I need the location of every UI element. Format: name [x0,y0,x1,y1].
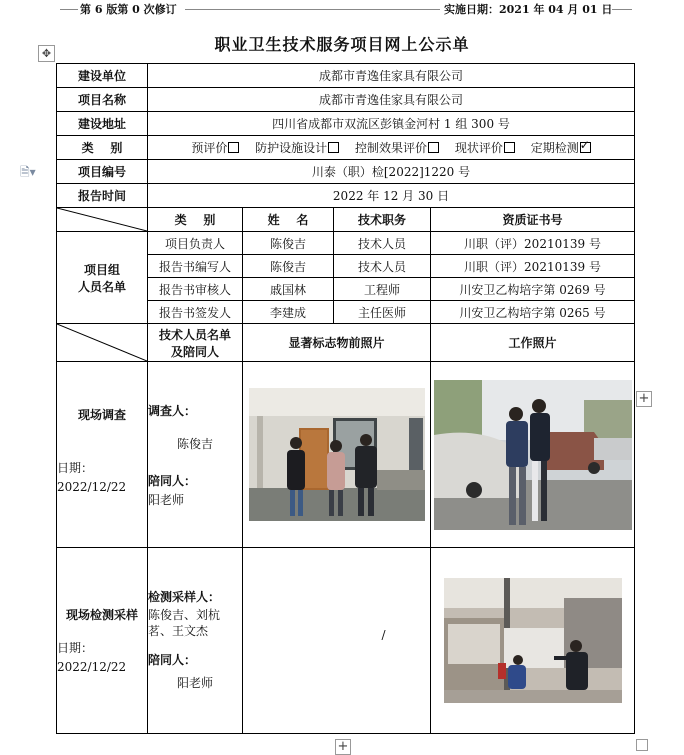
category-options [148,136,635,160]
sampling-label: 现场检测采样 [65,608,138,622]
staff-row [57,232,635,255]
add-column-button[interactable]: + [636,391,652,407]
work-photo [434,380,632,530]
effective-date-label: 实施日期：2021 年 04 月 01 日 [444,3,613,16]
staff-name: 戚国林 [243,278,334,301]
staff-header-title: 技术职务 [334,208,431,232]
staff-role: 报告书签发人 [148,301,243,324]
survey-companion-name: 阳老师 [148,493,185,507]
doc-icon[interactable]: 🗎▾ [20,165,36,179]
header-line2: 及陪同人 [170,344,219,359]
checkbox[interactable] [504,142,515,153]
checkbox[interactable] [328,142,339,153]
option-label: 定期检测 [530,141,579,155]
staff-cert: 川职（评）20210139 号 [431,255,635,278]
checkbox[interactable] [428,142,439,153]
survey-label-cell [57,362,148,548]
project-name-label: 项目名称 [57,88,148,112]
diagonal-header-cell [57,324,148,362]
sampling-label-cell [57,548,148,734]
option-label: 预评价 [191,141,228,155]
option-label: 控制效果评价 [355,141,428,155]
header-rule-middle [185,9,440,10]
staff-header-name: 姓 名 [243,208,334,232]
staff-role: 项目负责人 [148,232,243,255]
photos-header-landmark: 显著标志物前照片 [243,324,431,362]
photos-header-row [57,324,635,362]
sampler-label: 检测采样人： [148,590,221,604]
row-category [57,136,635,160]
address-label: 建设地址 [57,112,148,136]
header-rule-right [612,9,632,10]
staff-name: 李建成 [243,301,334,324]
staff-title: 技术人员 [334,232,431,255]
staff-cert: 川安卫乙构培字第 0269 号 [431,278,635,301]
address-value: 四川省成都市双流区彭镇金河村 1 组 300 号 [148,112,635,136]
group-label-line2: 人员名单 [77,279,126,294]
empty-photo-slash: / [381,627,386,642]
investigator-name: 陈俊吉 [176,437,213,451]
category-option-protection-design[interactable] [255,141,339,155]
staff-role: 报告书审核人 [148,278,243,301]
sampling-date: 2022/12/22 [57,660,127,674]
staff-cert: 川安卫乙构培字第 0265 号 [431,301,635,324]
survey-companion-label: 陪同人： [148,474,197,488]
staff-role: 报告书编写人 [148,255,243,278]
staff-name: 陈俊吉 [243,255,334,278]
table-resize-handle-icon[interactable] [636,739,648,751]
revision-label: 第 6 版第 0 次修订 [80,3,177,16]
photos-header-staff [148,324,243,362]
row-address [57,112,635,136]
staff-title: 主任医师 [334,301,431,324]
unit-label: 建设单位 [57,64,148,88]
survey-date: 2022/12/22 [57,480,127,494]
report-time-value: 2022 年 12 月 30 日 [148,184,635,208]
category-option-periodic-test[interactable] [531,141,591,155]
category-label: 类 别 [57,136,148,160]
sampling-row [57,548,635,734]
option-label: 现状评价 [454,141,503,155]
staff-header-role: 类 别 [148,208,243,232]
row-project-no [57,160,635,184]
category-option-pre-eval[interactable] [191,141,239,155]
sampling-staff-cell [148,548,243,734]
staff-title: 工程师 [334,278,431,301]
group-label-line1: 项目组 [83,262,120,277]
sampler-names: 陈俊吉、刘杭茗、王文杰 [148,608,221,638]
category-option-control-eval[interactable] [355,141,439,155]
staff-header-cert: 资质证书号 [431,208,635,232]
sampling-companion-name: 阳老师 [176,676,213,690]
report-time-label: 报告时间 [57,184,148,208]
survey-date-label: 日期： [57,461,94,475]
unit-value: 成都市青逸佳家具有限公司 [148,64,635,88]
landmark-photo [249,388,425,521]
survey-staff-cell [148,362,243,548]
survey-row [57,362,635,548]
investigator-label: 调查人： [148,404,197,418]
option-label: 防护设施设计 [255,141,328,155]
staff-title: 技术人员 [334,255,431,278]
staff-name: 陈俊吉 [243,232,334,255]
row-unit [57,64,635,88]
category-option-status-eval[interactable] [455,141,515,155]
staff-header-row [57,208,635,232]
row-report-time [57,184,635,208]
sampling-work-photo-cell [431,548,635,734]
checkbox[interactable] [228,142,239,153]
page-title: 职业卫生技术服务项目网上公示单 [214,35,470,54]
sampling-companion-label: 陪同人： [148,653,197,667]
work-photo-cell [431,362,635,548]
project-no-value: 川泰（职）检[2022]1220 号 [148,160,635,184]
project-no-label: 项目编号 [57,160,148,184]
row-project-name [57,88,635,112]
header-rule-left [60,9,78,10]
landmark-photo-cell [243,362,431,548]
header-line1: 技术人员名单 [158,327,231,342]
sampling-work-photo [444,578,622,703]
survey-label: 现场调查 [77,408,126,422]
project-name-value: 成都市青逸佳家具有限公司 [148,88,635,112]
sampling-date-label: 日期： [57,641,94,655]
staff-group-label [57,232,148,324]
publicity-table [56,63,635,734]
photos-header-work: 工作照片 [431,324,635,362]
checkbox-checked[interactable] [580,142,591,153]
sampling-landmark-cell [243,548,431,734]
staff-cert: 川职（评）20210139 号 [431,232,635,255]
add-row-button[interactable]: + [335,739,351,755]
diagonal-header-cell [57,208,148,232]
table-move-handle-icon[interactable]: ✥ [38,45,55,62]
